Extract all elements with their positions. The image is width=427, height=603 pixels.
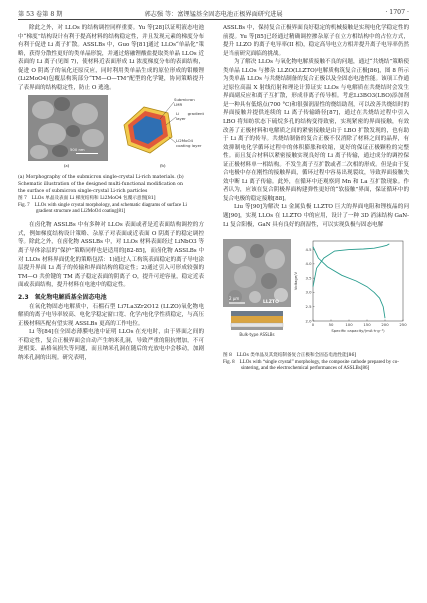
figure-7 [18, 95, 204, 173]
body-paragraph: 在卤化物 ASSLBs 中有多种对 LLOs 表面或者是近表面结构调控的方式，例如梯度结构设计策略、杂原子对表面或近表面 O 阴离子的稳定调控等。除此之外，在卤化物 ASSLBs 中，对 LLOs 材料表面经过 LiNbO3 等离子导体涂层的“保护”策略同样也是适用的[82-85]，而卤化物 ASSLBs 中对 LLOs 材料界面优化的策略包括：1)通过人工构筑表面稳定的离子导电涂层提升界面 Li 离子的传输和界面结构的稳定性；2)通过引入可形成较强的 TM—O 共价键的 TM 离子稳定表面的阴离子 O，提升可逆容量，稳定近表面或表面结构，提升材料在电池中的稳定性。 [18, 222, 204, 289]
y-tick-label: 4.5 [305, 246, 312, 252]
y-tick-label: 2.0 [305, 318, 312, 324]
figure-7-caption-en: Fig. 7 LLOs with single crystal morphology, and schematic diagrams of surface Li gradient structure and Li2MoO4 coating[81] [18, 202, 187, 215]
series-line-0 [313, 244, 389, 287]
x-tick-label: 250 [399, 322, 407, 328]
caption-line: the surface of submicron single-crystal Li-rich particles [18, 188, 148, 194]
body-paragraph: Liu 等[90]为解决 Li 金属负极 LLZTO 巨大的界面电阻和锂枝晶的问题[90]，实现 LLOs 在 LLZTO 中的应用，设计了一种 3D 消沫结构 GaN-Li 复合阳极，GaN 具有良好的润湿性，可以实现负极与固态电解 [223, 204, 409, 228]
y-tick-label: 3.0 [305, 289, 312, 295]
label-li-gradient: Li gradient layer [176, 111, 204, 121]
anode-layer [231, 327, 283, 330]
scale-bar [76, 153, 98, 154]
sem-llzto-micrograph [223, 239, 291, 307]
series-line-1 [313, 247, 385, 318]
caption-line: (a) Morphography of the submicron single-crystal Li-rich materials. (b) [18, 175, 184, 181]
y-tick-label: 2.5 [305, 304, 312, 310]
figure-7-caption-cn: 图 7 LLOs 单晶及表面 Li 梯度结构和 Li2MoO4 包覆示意图[81] [18, 196, 156, 202]
y-tick-label: 4.0 [305, 261, 312, 267]
figure-8-caption-en: Fig. 8 LLOs with “single crystal” morphology, the composite cathode prepared by co-sintering, and the electrochemical performances of ASSLBs[86] [223, 359, 399, 372]
page-number: · 1707 · [385, 9, 409, 16]
body-paragraph: ASSLBs 中，保持复合正极界面良好稳定的机械接触是实现电化学稳定性的前提。Yu 等[85]已经通过精确调控掺杂原子在立方相结构中的占位方式，提升 LLZO 的离子电导率(II 相)，稳定高导电立方相并提升离子电导率仍然是当前研究面临的挑战。 [223, 25, 409, 57]
llzto-label: LLZTO [263, 300, 279, 306]
journal-volume: 第 53 卷第 8 期 [18, 11, 63, 18]
x-tick-label: 150 [363, 322, 371, 328]
x-tick-label: 100 [345, 322, 353, 328]
cell-schematic [227, 307, 287, 337]
scale-bar-label: 2 μm [229, 296, 240, 302]
figure-8-caption-cn: 图 8 LLOs 类单晶及其烧结制备复合正极和全固态电池性能[86] [223, 353, 357, 359]
right-column [223, 24, 409, 372]
current-collector-top [231, 311, 283, 316]
sem-micrograph [28, 95, 108, 161]
left-column [18, 24, 204, 363]
electrolyte-layer [231, 323, 283, 327]
x-tick-label: 0 [311, 322, 315, 328]
header-rule [18, 19, 409, 20]
x-axis-label: Specific capacity/(mA·h·g⁻¹) [331, 328, 385, 334]
body-paragraph: 在氧化物固态电解质中，石榴石型 Li7La3Zr2O12 (LLZO)氧化物电解质的离子电导率较高、电化学稳定窗口宽、化学/电化学性质稳定，与高压正极材料匹配有望实现 ASSLBs 更高的工作电位。 [18, 303, 204, 327]
body-paragraph: Li 等[84]在全固态薄膜电池中证明 LLOs 在充电时，由于界面之间的不稳定性，复合正极界面会自动产生纳米孔洞，导致严重的阻抗增加，不可逆相变、晶格氧损失等问题，而且纳米孔洞在随后的充放电中会移动，加剧纳米孔洞的出现。研究表明， [18, 329, 204, 361]
voltage-capacity-chart [293, 233, 409, 341]
y-tick-label: 3.5 [305, 275, 312, 281]
plot-frame [313, 241, 403, 321]
page-header [0, 0, 427, 22]
caption-line: Schematic illustration of the designed multi-functional modification on [18, 181, 183, 187]
body-paragraph: 为了解决 LLOs 与氧化物电解质接触不良的问题，通过“共烧结”策略使类单晶 LLOs 与掺杂 LLZO(LLZTO)电解质构筑复合正极[86]，图 8 所示为类单晶 LLOs 与共烧结制备的复合正极以及全固态电池性能。该项工作通过原位高温 X 射线衍射和理论计算证实 LLOs 与电解质在共烧结时会发生界面副反应和离子互扩散，形成非离子传导相。考虑Li3BO3(LBO)添加剂是一种具有低熔点(700 °C)和很强润湿性的烧结助剂，可以改善共烧结时的界面接触并提供连续的 Li 离子传输路径[87]，通过在共烧结过程中引入 LBO 将知纺状态下硫烷多孔的结构变得致密，实现紧密的界面接触，有效改善了正极材料和电解质之间的紧密接触是由于 LBO 扩散发现的，也有助于 Li 离子的传导。共烧结制备的复合正极不仅消除了材料之间的晶界，有效抑制电化学循环过程中的体积膨胀和收缩，更好的保证正极颗粒的完整性。而且复合材料以紧密接触实现良好的 Li 离子传输，通过成分的调控保证正极材料单一相结构。不发生离子互扩散或者二次相的形成。但是由于复合电极中存在刚性的接触界面，循环过程中容易出现裂纹，导致界面接触失效中断 Li 离子传输。此外，在循环中还观察到 Mn 和 La 互扩散现象。作者认为，应该在复合阴极界面构建弹性更好的“软接触”界面，保证循环中的复合电极的稳定接触[88]。 [223, 59, 409, 202]
figure-8 [223, 231, 409, 351]
cell-label: Bulk-type ASSLBs [239, 332, 275, 338]
running-title: 郭志强 等：富锂锰基全固态电池正极界面研究进展 [144, 11, 283, 18]
panel-label-b: (b) [160, 163, 166, 169]
figure-7-description [18, 175, 204, 195]
schematic-diagram [114, 95, 204, 161]
label-submicron-lmr: Submicron LMR [174, 97, 195, 107]
x-tick-label: 200 [381, 322, 389, 328]
body-paragraph: 除此之外，对 LLOs 的结构调控同样重要。Yu 等[28]以证明液态电池中“梯度”结构设计有利于提高材料的结构稳定性，并且发现元素的梯度分布有利于促进 Li 离子扩散。ASSLBs 中，Guo 等[81]通过 LLOs“单晶化”策略，获得分散性更好的类单晶形貌，并通过熔融锂酸盐提取类单晶 LLOs 近表面的 Li 离子(见图 7)，使材料近表面形成 Li 浓度梯度分布的表面结构，促进 O 阴离子的氧化还原反应，同时利用类单晶生成的原位形成的钼酸锂(Li2MoO4)包覆层构筑部分“TM—O—TM”配型的化学键，协同策略提升了表界面的结构稳定性，防止 O 逃逸。 [18, 25, 204, 91]
scale-bar-label: 500 nm [70, 147, 85, 153]
composite-cathode-layer [231, 316, 283, 323]
y-axis-label: Voltage/V [293, 272, 298, 291]
panel-label-a: (a) [64, 163, 70, 169]
label-coating: Li2MoO4 coating layer [176, 138, 202, 148]
section-heading: 2.3 氧化物电解质基全固态电池 [18, 293, 107, 301]
x-tick-label: 50 [328, 322, 334, 328]
